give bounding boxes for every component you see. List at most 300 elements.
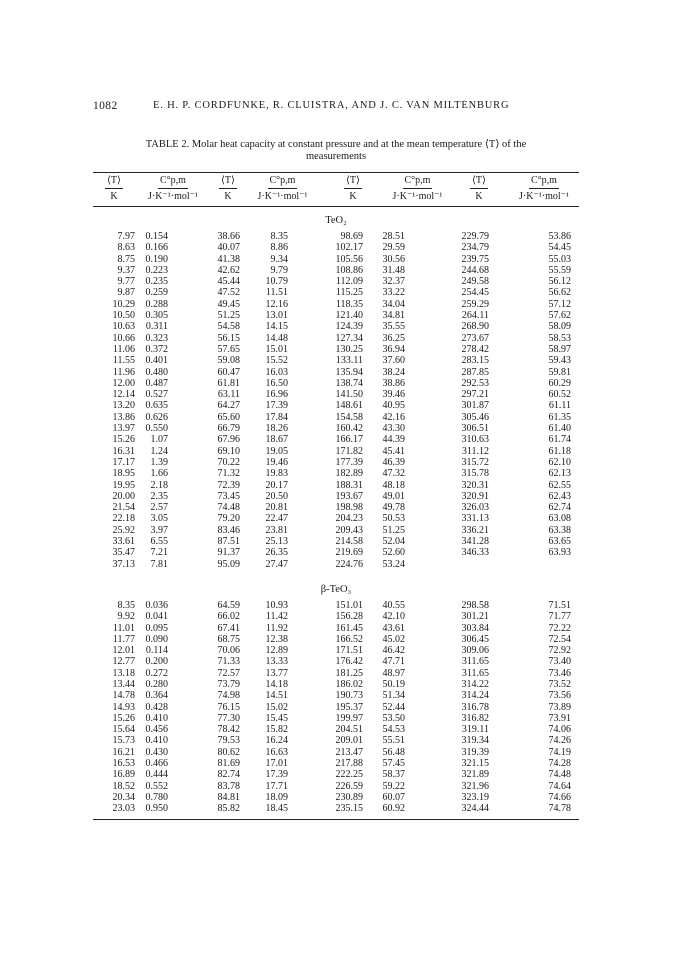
heat-capacity-cell: 29.59	[382, 242, 405, 254]
table-row	[93, 333, 579, 344]
heat-capacity-cell: 58.37	[382, 769, 405, 781]
temperature-cell: 73.45	[217, 490, 240, 502]
heat-capacity-cell: 12.38	[265, 633, 288, 645]
heat-capacity-cell: 0.095	[145, 622, 168, 634]
heat-capacity-cell: 0.235	[145, 276, 168, 288]
heat-capacity-cell: 43.30	[382, 423, 405, 435]
heat-capacity-cell: 0.200	[145, 656, 168, 668]
temperature-cell: 309.06	[461, 645, 489, 657]
heat-capacity-cell: 0.090	[145, 633, 168, 645]
heat-capacity-cell: 13.77	[265, 667, 288, 679]
heat-capacity-cell: 9.34	[270, 253, 288, 265]
heat-capacity-cell: 16.24	[265, 735, 288, 747]
heat-capacity-cell: 0.430	[145, 746, 168, 758]
header-temperature: ⟨T⟩ K	[346, 175, 360, 202]
temperature-cell: 326.03	[461, 502, 489, 514]
table-row	[93, 803, 579, 814]
heat-capacity-cell: 0.259	[145, 287, 168, 299]
table-row	[93, 389, 579, 400]
heat-capacity-cell: 56.62	[548, 287, 571, 299]
heat-capacity-cell: 60.52	[548, 389, 571, 401]
temperature-cell: 22.18	[112, 513, 135, 525]
temperature-cell: 305.46	[461, 411, 489, 423]
table-row	[93, 792, 579, 803]
heat-capacity-cell: 0.428	[145, 701, 168, 713]
temperature-cell: 108.86	[335, 264, 363, 276]
temperature-cell: 74.48	[217, 502, 240, 514]
heat-capacity-cell: 19.83	[265, 468, 288, 480]
temperature-cell: 71.33	[217, 656, 240, 668]
temperature-cell: 74.98	[217, 690, 240, 702]
temperature-cell: 16.31	[112, 445, 135, 457]
temperature-cell: 11.77	[112, 633, 135, 645]
heat-capacity-cell: 73.56	[548, 690, 571, 702]
author-line: E. H. P. CORDFUNKE, R. CLUISTRA, AND J. C. VAN MILTENBURG	[153, 100, 510, 111]
temperature-cell: 321.89	[461, 769, 489, 781]
heat-capacity-cell: 0.305	[145, 310, 168, 322]
temperature-cell: 11.55	[112, 355, 135, 367]
heat-capacity-cell: 59.81	[548, 366, 571, 378]
heat-capacity-cell: 7.21	[150, 547, 168, 559]
header-heat-capacity: C°p,m J·K⁻¹·mol⁻¹	[519, 175, 569, 202]
heat-capacity-cell: 0.626	[145, 411, 168, 423]
heat-capacity-cell: 16.50	[265, 377, 288, 389]
heat-capacity-cell: 74.26	[548, 735, 571, 747]
temperature-cell: 91.37	[217, 547, 240, 559]
temperature-cell: 320.91	[461, 490, 489, 502]
heat-capacity-cell: 32.37	[382, 276, 405, 288]
temperature-cell: 15.73	[112, 735, 135, 747]
heat-capacity-cell: 62.55	[548, 479, 571, 491]
temperature-cell: 112.09	[335, 276, 363, 288]
caption-line-2: measurements	[305, 150, 367, 162]
table-row	[93, 623, 579, 634]
heat-capacity-cell: 48.18	[382, 479, 405, 491]
heat-capacity-cell: 0.272	[145, 667, 168, 679]
heat-capacity-cell: 17.39	[265, 769, 288, 781]
heat-capacity-cell: 0.323	[145, 332, 168, 344]
temperature-cell: 135.94	[335, 366, 363, 378]
heat-capacity-cell: 58.09	[548, 321, 571, 333]
heat-capacity-cell: 52.60	[382, 547, 405, 559]
heat-capacity-cell: 47.71	[382, 656, 405, 668]
table-row	[93, 645, 579, 656]
heat-capacity-cell: 20.50	[265, 490, 288, 502]
temperature-cell: 254.45	[461, 287, 489, 299]
temperature-cell: 226.59	[335, 780, 363, 792]
temperature-cell: 204.23	[335, 513, 363, 525]
heat-capacity-cell: 10.93	[265, 599, 288, 611]
heat-capacity-cell: 3.05	[150, 513, 168, 525]
heat-capacity-cell: 28.51	[382, 231, 405, 242]
table-row	[93, 310, 579, 321]
heat-capacity-cell: 74.64	[548, 780, 571, 792]
heat-capacity-cell: 20.81	[265, 502, 288, 514]
header-rule	[93, 206, 579, 207]
heat-capacity-cell: 71.77	[548, 611, 571, 623]
temperature-cell: 20.34	[112, 791, 135, 803]
table-row	[93, 299, 579, 310]
temperature-cell: 130.25	[335, 343, 363, 355]
table-row	[93, 355, 579, 366]
heat-capacity-cell: 36.25	[382, 332, 405, 344]
temperature-cell: 273.67	[461, 332, 489, 344]
heat-capacity-cell: 73.52	[548, 678, 571, 690]
heat-capacity-cell: 1.24	[150, 445, 168, 457]
heat-capacity-cell: 30.56	[382, 253, 405, 265]
temperature-cell: 315.78	[461, 468, 489, 480]
table-row	[93, 702, 579, 713]
temperature-cell: 235.15	[335, 803, 363, 815]
heat-capacity-cell: 0.635	[145, 400, 168, 412]
temperature-cell: 38.66	[217, 231, 240, 242]
temperature-cell: 72.39	[217, 479, 240, 491]
temperature-cell: 234.79	[461, 242, 489, 254]
temperature-cell: 105.56	[335, 253, 363, 265]
section-title-teo2: TeO₂	[325, 215, 347, 226]
temperature-cell: 61.81	[217, 377, 240, 389]
temperature-cell: 316.78	[461, 701, 489, 713]
temperature-cell: 12.01	[112, 645, 135, 657]
temperature-cell: 12.00	[112, 377, 135, 389]
heat-capacity-cell: 43.61	[382, 622, 405, 634]
table-row	[93, 287, 579, 298]
heat-capacity-cell: 17.01	[265, 758, 288, 770]
temperature-cell: 11.01	[112, 622, 135, 634]
heat-capacity-cell: 20.17	[265, 479, 288, 491]
temperature-cell: 33.61	[112, 536, 135, 548]
column-group-3	[320, 173, 449, 205]
temperature-cell: 13.18	[112, 667, 135, 679]
table-row	[93, 276, 579, 287]
heat-capacity-cell: 49.01	[382, 490, 405, 502]
heat-capacity-cell: 36.94	[382, 343, 405, 355]
temperature-cell: 148.61	[335, 400, 363, 412]
temperature-cell: 14.93	[112, 701, 135, 713]
temperature-cell: 13.20	[112, 400, 135, 412]
temperature-cell: 40.07	[217, 242, 240, 254]
temperature-cell: 154.58	[335, 411, 363, 423]
temperature-cell: 214.58	[335, 536, 363, 548]
temperature-cell: 315.72	[461, 456, 489, 468]
temperature-cell: 209.01	[335, 735, 363, 747]
heat-capacity-cell: 56.12	[548, 276, 571, 288]
table-row	[93, 758, 579, 769]
temperature-cell: 151.01	[335, 599, 363, 611]
temperature-cell: 82.74	[217, 769, 240, 781]
temperature-cell: 314.22	[461, 678, 489, 690]
heat-capacity-cell: 63.08	[548, 513, 571, 525]
column-header-row	[93, 173, 579, 205]
heat-capacity-cell: 18.67	[265, 434, 288, 446]
heat-capacity-cell: 56.48	[382, 746, 405, 758]
heat-capacity-cell: 73.91	[548, 712, 571, 724]
table-caption	[93, 139, 579, 162]
heat-capacity-cell: 15.45	[265, 712, 288, 724]
temperature-cell: 219.69	[335, 547, 363, 559]
heat-capacity-cell: 0.780	[145, 791, 168, 803]
table-row	[93, 412, 579, 423]
temperature-cell: 73.79	[217, 678, 240, 690]
temperature-cell: 15.26	[112, 712, 135, 724]
heat-capacity-cell: 60.29	[548, 377, 571, 389]
temperature-cell: 217.88	[335, 758, 363, 770]
heat-capacity-cell: 42.10	[382, 611, 405, 623]
temperature-cell	[421, 559, 489, 570]
heat-capacity-cell: 1.07	[150, 434, 168, 446]
heat-capacity-cell: 11.51	[265, 287, 288, 299]
temperature-cell: 41.38	[217, 253, 240, 265]
heat-capacity-cell: 73.46	[548, 667, 571, 679]
heat-capacity-cell: 55.51	[382, 735, 405, 747]
heat-capacity-cell: 51.25	[382, 524, 405, 536]
heat-capacity-cell: 13.01	[265, 310, 288, 322]
temperature-cell: 341.28	[461, 536, 489, 548]
table-row	[93, 468, 579, 479]
table-row	[93, 536, 579, 547]
heat-capacity-cell: 0.041	[145, 611, 168, 623]
temperature-cell: 301.21	[461, 611, 489, 623]
heat-capacity-cell: 15.82	[265, 724, 288, 736]
heat-capacity-cell: 51.34	[382, 690, 405, 702]
heat-capacity-cell: 0.166	[145, 242, 168, 254]
heat-capacity-cell: 55.03	[548, 253, 571, 265]
heat-capacity-cell: 46.42	[382, 645, 405, 657]
heat-capacity-cell: 15.02	[265, 701, 288, 713]
temperature-cell: 10.63	[112, 321, 135, 333]
heat-capacity-cell: 37.60	[382, 355, 405, 367]
temperature-cell: 72.57	[217, 667, 240, 679]
heat-capacity-cell: 60.92	[382, 803, 405, 815]
table-row	[93, 769, 579, 780]
temperature-cell: 12.77	[112, 656, 135, 668]
heat-capacity-cell: 61.35	[548, 411, 571, 423]
table-row	[93, 367, 579, 378]
table-row	[93, 735, 579, 746]
temperature-cell: 133.11	[335, 355, 363, 367]
heat-capacity-cell: 40.55	[382, 599, 405, 611]
temperature-cell: 25.92	[112, 524, 135, 536]
temperature-cell: 13.44	[112, 678, 135, 690]
temperature-cell: 16.89	[112, 769, 135, 781]
heat-capacity-cell: 18.45	[265, 803, 288, 815]
temperature-cell: 23.03	[112, 803, 135, 815]
temperature-cell: 67.96	[217, 434, 240, 446]
heat-capacity-cell: 72.22	[548, 622, 571, 634]
heat-capacity-cell: 9.79	[270, 264, 288, 276]
table-row	[93, 713, 579, 724]
heat-capacity-cell: 74.78	[548, 803, 571, 815]
temperature-cell: 64.59	[217, 599, 240, 611]
temperature-cell: 20.00	[112, 490, 135, 502]
table-row	[93, 679, 579, 690]
heat-capacity-cell: 72.54	[548, 633, 571, 645]
temperature-cell: 166.52	[335, 633, 363, 645]
heat-capacity-cell: 11.92	[265, 622, 288, 634]
temperature-cell: 8.63	[117, 242, 135, 254]
temperature-cell: 13.97	[112, 423, 135, 435]
teo2-data-block	[93, 231, 579, 570]
temperature-cell: 182.89	[335, 468, 363, 480]
temperature-cell: 15.64	[112, 724, 135, 736]
temperature-cell: 323.19	[461, 791, 489, 803]
temperature-cell: 66.02	[217, 611, 240, 623]
temperature-cell: 66.79	[217, 423, 240, 435]
temperature-cell: 311.65	[461, 656, 489, 668]
temperature-cell: 311.65	[461, 667, 489, 679]
header-heat-capacity: C°p,m J·K⁻¹·mol⁻¹	[148, 175, 198, 202]
heat-capacity-cell: 6.55	[150, 536, 168, 548]
heat-capacity-cell: 0.410	[145, 712, 168, 724]
heat-capacity-cell: 16.03	[265, 366, 288, 378]
temperature-cell: 57.65	[217, 343, 240, 355]
temperature-cell: 161.45	[335, 622, 363, 634]
temperature-cell: 124.39	[335, 321, 363, 333]
heat-capacity-cell: 71.51	[548, 599, 571, 611]
heat-capacity-cell: 19.05	[265, 445, 288, 457]
heat-capacity-cell: 16.96	[265, 389, 288, 401]
temperature-cell: 346.33	[461, 547, 489, 559]
beta-teo3-data-block	[93, 600, 579, 815]
table-row	[93, 656, 579, 667]
temperature-cell: 64.27	[217, 400, 240, 412]
temperature-cell: 292.53	[461, 377, 489, 389]
temperature-cell: 224.76	[335, 558, 363, 570]
heat-capacity-cell: 74.28	[548, 758, 571, 770]
table-row	[93, 781, 579, 792]
temperature-cell: 230.89	[335, 791, 363, 803]
heat-capacity-cell: 62.43	[548, 490, 571, 502]
temperature-cell: 222.25	[335, 769, 363, 781]
header-heat-capacity: C°p,m J·K⁻¹·mol⁻¹	[392, 175, 443, 202]
temperature-cell: 138.74	[335, 377, 363, 389]
temperature-cell: 298.58	[461, 599, 489, 611]
heat-capacity-cell: 57.12	[548, 298, 571, 310]
heat-capacity-cell: 45.41	[382, 445, 405, 457]
heat-capacity-cell: 2.35	[150, 490, 168, 502]
heat-capacity-cell: 10.79	[265, 276, 288, 288]
table-row	[93, 611, 579, 622]
temperature-cell: 166.17	[335, 434, 363, 446]
heat-capacity-cell: 14.15	[265, 321, 288, 333]
table-row	[93, 480, 579, 491]
temperature-cell: 10.66	[112, 332, 135, 344]
temperature-cell: 331.13	[461, 513, 489, 525]
temperature-cell: 127.34	[335, 332, 363, 344]
temperature-cell: 56.15	[217, 332, 240, 344]
temperature-cell: 13.86	[112, 411, 135, 423]
heat-capacity-cell: 33.22	[382, 287, 405, 299]
heat-capacity-cell: 0.410	[145, 735, 168, 747]
heat-capacity-cell: 0.154	[145, 231, 168, 242]
header-temperature: ⟨T⟩ K	[221, 175, 235, 202]
temperature-cell: 84.81	[217, 791, 240, 803]
heat-capacity-cell: 72.92	[548, 645, 571, 657]
temperature-cell: 9.37	[117, 264, 135, 276]
column-group-1	[93, 173, 211, 205]
heat-capacity-cell: 27.47	[265, 558, 288, 570]
heat-capacity-cell: 54.53	[382, 724, 405, 736]
heat-capacity-cell: 62.74	[548, 502, 571, 514]
table-row	[93, 265, 579, 276]
heat-capacity-cell: 42.16	[382, 411, 405, 423]
temperature-cell: 176.42	[335, 656, 363, 668]
temperature-cell: 177.39	[335, 456, 363, 468]
heat-capacity-cell: 11.42	[265, 611, 288, 623]
temperature-cell: 239.75	[461, 253, 489, 265]
heat-capacity-cell: 0.480	[145, 366, 168, 378]
temperature-cell: 98.69	[340, 231, 363, 242]
temperature-cell: 303.84	[461, 622, 489, 634]
temperature-cell: 8.75	[117, 253, 135, 265]
heat-capacity-cell: 14.48	[265, 332, 288, 344]
table-row	[93, 724, 579, 735]
table-row	[93, 547, 579, 558]
heat-capacity-cell: 18.26	[265, 423, 288, 435]
temperature-cell: 83.78	[217, 780, 240, 792]
temperature-cell: 76.15	[217, 701, 240, 713]
heat-capacity-cell: 0.552	[145, 780, 168, 792]
table-row	[93, 668, 579, 679]
table-row	[93, 378, 579, 389]
heat-capacity-cell: 12.16	[265, 298, 288, 310]
heat-capacity-cell: 16.63	[265, 746, 288, 758]
heat-capacity-cell: 12.89	[265, 645, 288, 657]
heat-capacity-cell: 58.53	[548, 332, 571, 344]
heat-capacity-cell: 31.48	[382, 264, 405, 276]
temperature-cell: 15.26	[112, 434, 135, 446]
temperature-cell: 319.39	[461, 746, 489, 758]
heat-capacity-cell: 26.35	[265, 547, 288, 559]
heat-capacity-cell: 0.114	[145, 645, 168, 657]
temperature-cell: 321.15	[461, 758, 489, 770]
heat-capacity-cell: 35.55	[382, 321, 405, 333]
table-row	[93, 502, 579, 513]
heat-capacity-cell: 73.40	[548, 656, 571, 668]
heat-capacity-cell: 44.39	[382, 434, 405, 446]
heat-capacity-cell: 63.38	[548, 524, 571, 536]
temperature-cell: 319.11	[461, 724, 489, 736]
column-group-2	[211, 173, 320, 205]
temperature-cell: 18.95	[112, 468, 135, 480]
temperature-cell: 78.42	[217, 724, 240, 736]
table-row	[93, 559, 579, 570]
heat-capacity-cell: 34.04	[382, 298, 405, 310]
temperature-cell: 70.06	[217, 645, 240, 657]
temperature-cell: 268.90	[461, 321, 489, 333]
table-row	[93, 400, 579, 411]
heat-capacity-cell: 13.33	[265, 656, 288, 668]
heat-capacity-cell: 74.66	[548, 791, 571, 803]
heat-capacity-cell	[489, 559, 579, 570]
heat-capacity-cell: 15.01	[265, 343, 288, 355]
temperature-cell: 244.68	[461, 264, 489, 276]
temperature-cell: 14.78	[112, 690, 135, 702]
heat-capacity-cell: 62.10	[548, 456, 571, 468]
table-row	[93, 423, 579, 434]
heat-capacity-cell: 18.09	[265, 791, 288, 803]
temperature-cell: 47.52	[217, 287, 240, 299]
heat-capacity-cell: 74.48	[548, 769, 571, 781]
temperature-cell: 95.09	[217, 558, 240, 570]
temperature-cell: 121.40	[335, 310, 363, 322]
temperature-cell: 81.69	[217, 758, 240, 770]
heat-capacity-cell: 1.39	[150, 456, 168, 468]
temperature-cell: 49.45	[217, 298, 240, 310]
temperature-cell: 70.22	[217, 456, 240, 468]
temperature-cell: 306.45	[461, 633, 489, 645]
heat-capacity-cell: 59.43	[548, 355, 571, 367]
